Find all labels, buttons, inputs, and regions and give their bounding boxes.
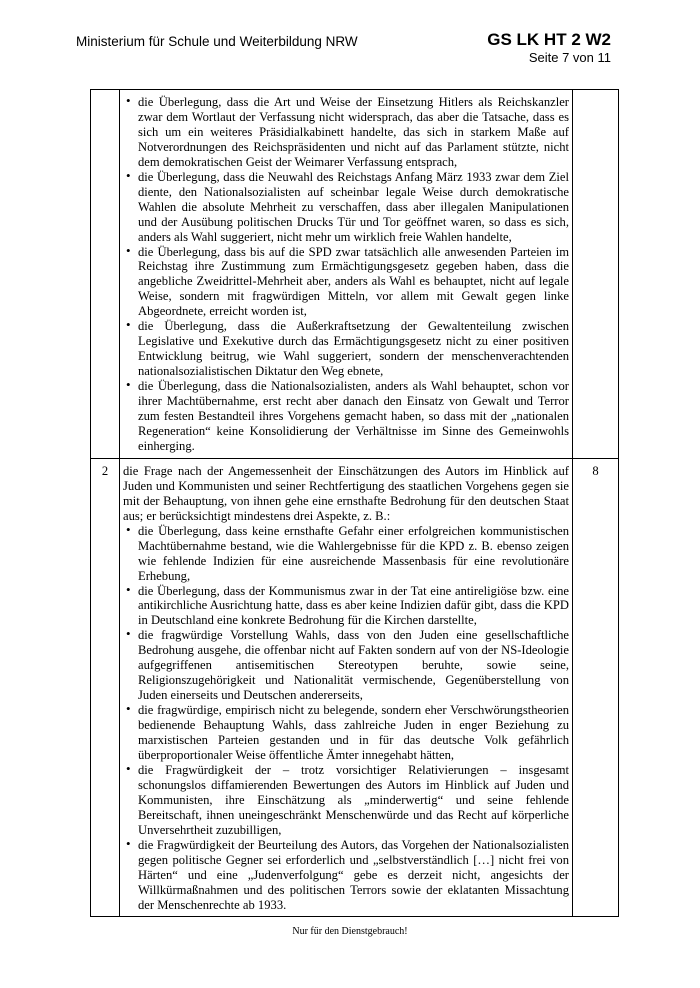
list-item: • die fragwürdige, empirisch nicht zu belegende, sondern eher Verschwörungstheorien bedienende Behauptung Wahls, dass zahlreiche Juden in enger Beziehung zu marxistischen Parteien gestanden und in für das deutsche Volk gefährlich überproportionaler Weise öffentliche Ämter innegehabt hätten, [123, 703, 569, 763]
ministry-name: Ministerium für Schule und Weiterbildung NRW [76, 34, 358, 49]
footer-notice: Nur für den Dienstgebrauch! [292, 926, 408, 937]
points-cell: 8 [573, 458, 619, 917]
list-item: • die Überlegung, dass bis auf die SPD zwar tatsächlich alle anwesenden Parteien im Reichstag ihre Zustimmung zum Ermächtigungsgesetz gegeben haben, dass die angebliche Zweidrittel-Mehrheit aber, anders als Wahl es behauptet, nicht auf legale Weise, sondern mit fragwürdigen Mitteln, vor allem mit Gewalt gegen linke Abgeordnete, erreicht worden ist, [123, 245, 569, 320]
list-item: • die Überlegung, dass der Kommunismus zwar in der Tat eine antireligiöse bzw. eine antikirchliche Ausrichtung hatte, dass es aber keine Indizien dafür gibt, dass die KPD in Deutschland eine konkrete Bedrohung für die Kirchen darstellte, [123, 584, 569, 629]
evaluation-table [90, 89, 619, 917]
bullet-list [123, 95, 569, 454]
task-number-cell [91, 90, 120, 459]
list-item: • die fragwürdige Vorstellung Wahls, dass von den Juden eine gesellschaftliche Bedrohung ausgehe, die offenbar nicht auf Fakten sondern auf von der NS-Ideologie aufgegriffenen antisemitischen Stereotypen beruhte, sowie seine, Religionszugehörigkeit und Nationalität vermischende, Gegenüberstellung von Juden einerseits und Deutschen andererseits, [123, 628, 569, 703]
list-item: • die Überlegung, dass die Nationalsozialisten, anders als Wahl behauptet, schon vor ihrer Machtübernahme, erst recht aber danach den Einsatz von Gewalt und Terror zum festen Bestandteil ihres Vorgehens gemacht haben, so dass mit der „nationalen Regeneration“ keine Konsolidierung der Verhältnisse im Sinne des Gemeinwohls einherging. [123, 379, 569, 454]
list-item: • die Überlegung, dass keine ernsthafte Gefahr einer erfolgreichen kommunistischen Machtübernahme bestand, wie die Wahlergebnisse für die KPD z. B. ebenso zeigen wie fehlende Indizien für eine ausreichende Massenbasis für eine revolutionäre Erhebung, [123, 524, 569, 584]
requirement-intro: die Frage nach der Angemessenheit der Einschätzungen des Autors im Hinblick auf Juden und Kommunisten und seiner Rechtfertigung des staatlichen Vorgehens gegen sie mit der Behauptung, von ihnen gehe eine ernsthafte Bedrohung für den deutschen Staat aus; er berücksichtigt mindestens drei Aspekte, z. B.: [123, 463, 569, 523]
table-row [91, 90, 619, 459]
document-code: GS LK HT 2 W2 [487, 30, 611, 49]
page-number: Seite 7 von 11 [528, 50, 611, 65]
points-cell [573, 90, 619, 459]
table-row [91, 458, 619, 917]
requirement-cell [120, 458, 573, 917]
document-header-right [487, 30, 611, 65]
task-number-cell: 2 [91, 458, 120, 917]
list-item: • die Fragwürdigkeit der – trotz vorsichtiger Relativierungen – insgesamt schonungslos diffamierenden Bewertungen des Autors im Hinblick auf Juden und Kommunisten, ihre Einschätzung als „minderwertig“ und seine fehlende Bereitschaft, ihnen uneingeschränkt Menschenwürde und das Recht auf körperliche Unversehrtheit zuzubilligen, [123, 763, 569, 838]
list-item: • die Überlegung, dass die Neuwahl des Reichstags Anfang März 1933 zwar dem Ziel diente, den Nationalsozialisten auf scheinbar legale Weise durch demokratische Wahlen die absolute Mehrheit zu verschaffen, dass aber illegalen Manipulationen und der Ausübung politischen Drucks Tür und Tor geöffnet waren, so dass es sich, anders als Wahl suggeriert, nicht mehr um wirklich freie Wahlen handelte, [123, 170, 569, 245]
list-item: • die Überlegung, dass die Art und Weise der Einsetzung Hitlers als Reichskanzler zwar dem Wortlaut der Verfassung nicht widersprach, das aber die Tatsache, dass es sich um ein weiteres Präsidialkabinett handelte, das sich in starkem Maße auf Notverordnungen des Reichspräsidenten und nicht auf das Parlament stützte, nicht dem demokratischen Geist der Weimarer Verfassung entsprach, [123, 95, 569, 170]
list-item: • die Überlegung, dass die Außerkraftsetzung der Gewaltenteilung zwischen Legislative und Exekutive durch das Ermächtigungsgesetz nicht zu einer positiven Entwicklung beitrug, wie Wahl suggeriert, sondern der menschenverachtenden nationalsozialistischen Diktatur den Weg ebnete, [123, 319, 569, 379]
bullet-list [123, 524, 569, 913]
requirement-cell [120, 90, 573, 459]
list-item: • die Fragwürdigkeit der Beurteilung des Autors, das Vorgehen der Nationalsozialisten gegen politische Gegner sei erforderlich und „selbstverständlich […] nicht frei von Härten“ und eine „Judenverfolgung“ gebe es derzeit nicht, angesichts der Willkürmaßnahmen und des politischen Terrors sowie der eklatanten Missachtung der Menschenrechte ab 1933. [123, 838, 569, 913]
